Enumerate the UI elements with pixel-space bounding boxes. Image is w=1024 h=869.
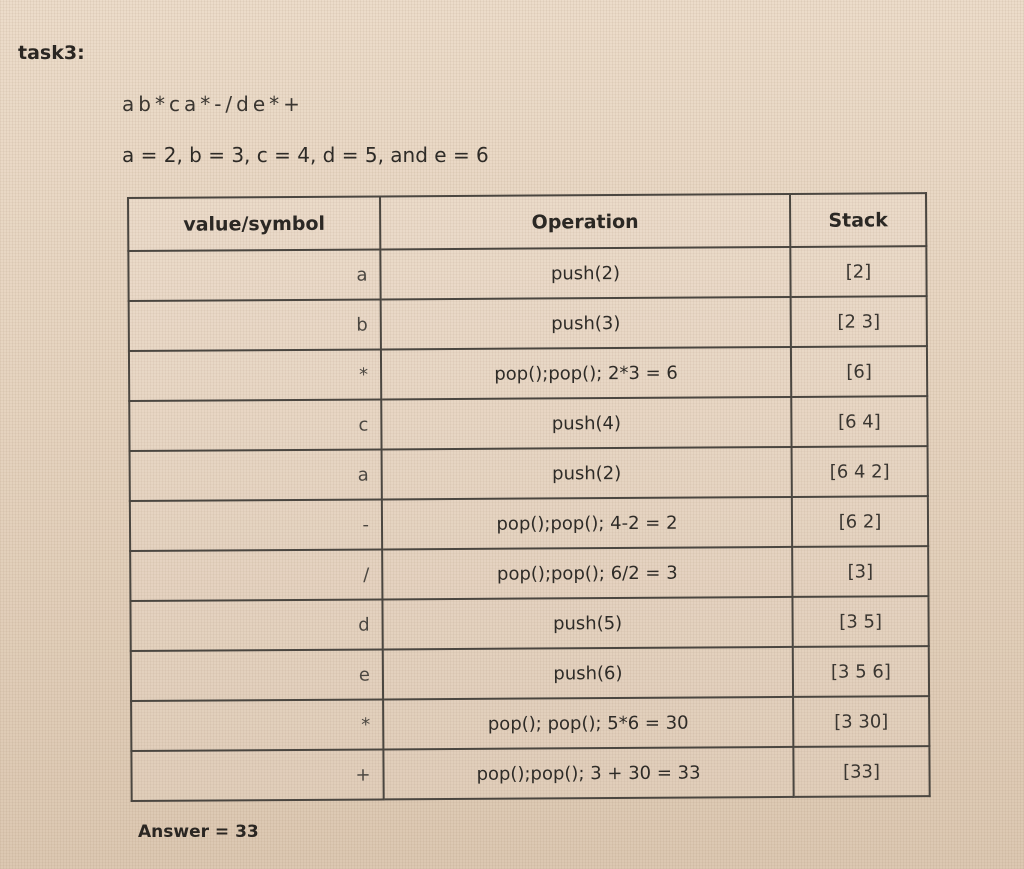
row-operation: pop();pop(); 2*3 = 6 (381, 347, 791, 400)
row-symbol: * (129, 349, 381, 401)
table-header-row (128, 193, 926, 251)
row-operation: push(2) (382, 447, 792, 500)
row-stack: [3 5] (792, 596, 928, 647)
row-operation: pop();pop(); 4-2 = 2 (382, 497, 792, 550)
row-symbol: a (130, 449, 382, 501)
header-value-symbol: value/symbol (128, 196, 380, 251)
row-stack: [6] (791, 346, 927, 397)
row-stack: [3 5 6] (793, 646, 929, 697)
table-row (129, 346, 927, 401)
row-symbol: e (131, 649, 383, 701)
row-symbol: b (129, 299, 381, 351)
row-operation: push(3) (381, 297, 791, 350)
row-stack: [2] (790, 246, 926, 297)
row-stack: [6 4] (791, 396, 927, 447)
header-stack: Stack (790, 193, 926, 247)
row-stack: [33] (793, 746, 929, 797)
variable-values: a = 2, b = 3, c = 4, d = 5, and e = 6 (122, 143, 489, 167)
row-symbol: + (131, 749, 383, 801)
table-row (130, 596, 928, 651)
row-symbol: * (131, 699, 383, 751)
table-row (131, 746, 929, 801)
table-row (130, 546, 928, 601)
row-operation: push(4) (381, 397, 791, 450)
row-symbol: c (129, 399, 381, 451)
row-operation: pop();pop(); 6/2 = 3 (382, 547, 792, 600)
table-row (130, 496, 928, 551)
row-stack: [6 4 2] (792, 446, 928, 497)
row-stack: [3 30] (793, 696, 929, 747)
row-stack: [6 2] (792, 496, 928, 547)
row-stack: [3] (792, 546, 928, 597)
answer-line: Answer = 33 (138, 822, 259, 842)
evaluation-table (127, 192, 931, 802)
task-title: task3: (18, 42, 85, 64)
table-row (129, 396, 927, 451)
row-operation: push(2) (380, 247, 790, 300)
row-stack: [2 3] (791, 296, 927, 347)
row-operation: pop(); pop(); 5*6 = 30 (383, 697, 793, 750)
row-operation: push(5) (382, 597, 792, 650)
table-row (131, 696, 929, 751)
row-symbol: - (130, 499, 382, 551)
row-operation: push(6) (383, 647, 793, 700)
table-row (128, 246, 926, 301)
postfix-expression: ab*ca*-/de*+ (122, 92, 304, 116)
row-symbol: / (130, 549, 382, 601)
table-row (130, 446, 928, 501)
header-operation: Operation (380, 194, 790, 250)
row-symbol: a (128, 249, 380, 301)
table-row (129, 296, 927, 351)
table-row (131, 646, 929, 701)
row-operation: pop();pop(); 3 + 30 = 33 (383, 747, 793, 800)
row-symbol: d (130, 599, 382, 651)
